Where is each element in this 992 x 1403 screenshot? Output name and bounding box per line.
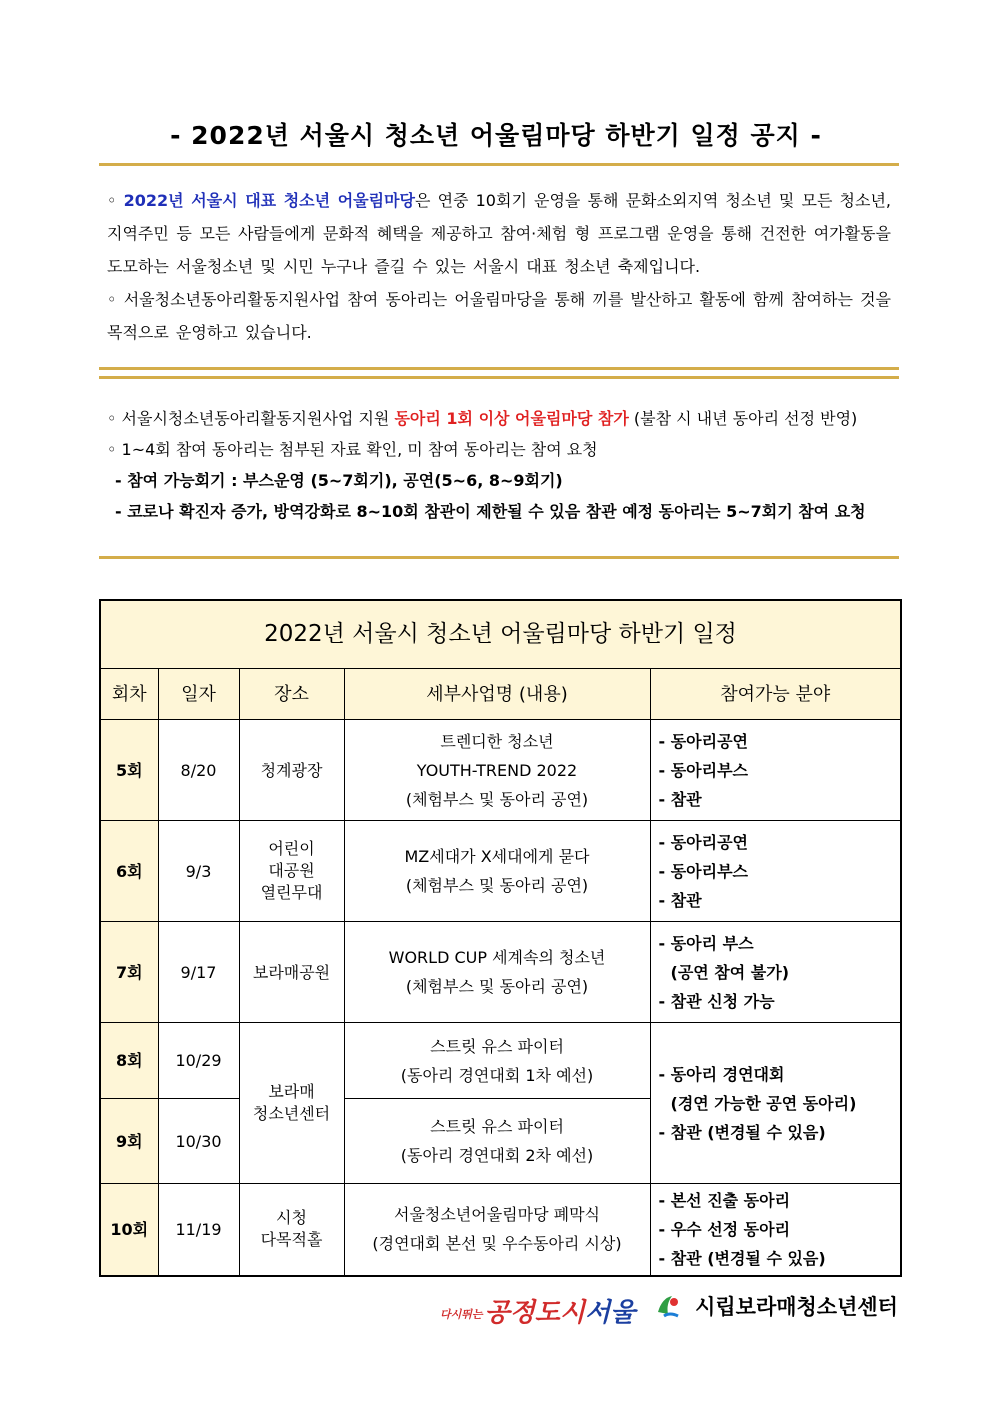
intro-text-1: 은 연중 10회기 운영을 통해 문화소외지역 청소년 및 모든 청소년, 지역주민 등 모든 사람들에게 문화적 혜택을 제공하고 참여·체험 형 프로그램 운영을 통해 건전한 여가활동을 도모하는 서울청소년 및 시민 누구나 즐길 수 있는 서울시 대표 청소년 축제입니다. xyxy=(107,191,892,276)
divider-top xyxy=(99,163,899,166)
notice-line-3: - 참여 가능회기 : 부스운영 (5~7회기), 공연(5~6, 8~9회기) xyxy=(115,471,563,490)
table-row xyxy=(100,720,901,821)
row-date: 8/20 xyxy=(158,720,239,821)
center-name: 시립보라매청소년센터 xyxy=(695,1295,898,1319)
notice-highlight: 동아리 1회 이상 어울림마당 참가 xyxy=(394,409,629,428)
row-content: MZ세대가 X세대에게 묻다 (체험부스 및 동아리 공연) xyxy=(344,821,650,922)
row-round: 8회 xyxy=(100,1023,158,1099)
header-date: 일자 xyxy=(158,669,239,720)
row-place: 청계광장 xyxy=(239,720,344,821)
row-place: 보라매 청소년센터 xyxy=(239,1023,344,1184)
row-participation: - 본선 진출 동아리 - 우수 선정 동아리 - 참관 (변경될 수 있음) xyxy=(650,1184,901,1276)
table-row xyxy=(100,1184,901,1276)
row-content: 트렌디한 청소년 YOUTH-TREND 2022 (체험부스 및 동아리 공연) xyxy=(344,720,650,821)
page-title: - 2022년 서울시 청소년 어울림마당 하반기 일정 공지 - xyxy=(170,121,822,150)
table-row xyxy=(100,922,901,1023)
row-content: WORLD CUP 세계속의 청소년 (체험부스 및 동아리 공연) xyxy=(344,922,650,1023)
bullet-icon: ◦ xyxy=(107,440,117,459)
seoul-slogan-logo: 다시뛰는공정도시서울 xyxy=(440,1298,636,1328)
bullet-icon: ◦ xyxy=(107,409,117,428)
row-participation: - 동아리공연 - 동아리부스 - 참관 xyxy=(650,720,901,821)
row-participation: - 동아리 경연대회 (경연 가능한 공연 동아리) - 참관 (변경될 수 있음) xyxy=(650,1023,901,1184)
footer-logos xyxy=(440,1288,900,1328)
row-date: 10/29 xyxy=(158,1023,239,1099)
divider-double-1 xyxy=(99,367,899,370)
header-participation: 참여가능 분야 xyxy=(650,669,901,720)
header-place: 장소 xyxy=(239,669,344,720)
row-date: 9/17 xyxy=(158,922,239,1023)
intro-item-2 xyxy=(107,283,891,349)
table-caption: 2022년 서울시 청소년 어울림마당 하반기 일정 xyxy=(100,600,901,669)
header-content: 세부사업명 (내용) xyxy=(344,669,650,720)
row-date: 11/19 xyxy=(158,1184,239,1276)
row-participation: - 동아리 부스 (공연 참여 불가) - 참관 신청 가능 xyxy=(650,922,901,1023)
intro-item-1 xyxy=(107,184,891,283)
row-place: 어린이 대공원 열린무대 xyxy=(239,821,344,922)
table-header-row xyxy=(100,669,901,720)
bullet-icon: ◦ xyxy=(107,290,117,309)
row-round: 6회 xyxy=(100,821,158,922)
table-row xyxy=(100,821,901,922)
row-participation: - 동아리공연 - 동아리부스 - 참관 xyxy=(650,821,901,922)
row-content: 스트릿 유스 파이터 (동아리 경연대회 1차 예선) xyxy=(344,1023,650,1099)
row-date: 10/30 xyxy=(158,1099,239,1184)
row-content: 서울청소년어울림마당 폐막식 (경연대회 본선 및 우수동아리 시상) xyxy=(344,1184,650,1276)
divider-bottom xyxy=(99,556,899,559)
intro-text-2: 서울청소년동아리활동지원사업 참여 동아리는 어울림마당을 통해 끼를 발산하고 활동에 함께 참여하는 것을 목적으로 운영하고 있습니다. xyxy=(107,290,891,342)
table-row xyxy=(100,1023,901,1099)
notice-line-4: - 코로나 확진자 증가, 방역강화로 8~10회 참관이 제한될 수 있음 참관 예정 동아리는 5~7회기 참여 요청 xyxy=(115,502,866,521)
row-round: 7회 xyxy=(100,922,158,1023)
intro-highlight: 2022년 서울시 대표 청소년 어울림마당 xyxy=(123,191,415,210)
schedule-table xyxy=(99,599,902,1277)
row-date: 9/3 xyxy=(158,821,239,922)
row-round: 5회 xyxy=(100,720,158,821)
notice-block xyxy=(107,403,897,527)
divider-double-2 xyxy=(99,376,899,379)
row-place: 시청 다목적홀 xyxy=(239,1184,344,1276)
row-round: 9회 xyxy=(100,1099,158,1184)
bullet-icon: ◦ xyxy=(107,191,117,210)
row-round: 10회 xyxy=(100,1184,158,1276)
row-place: 보라매공원 xyxy=(239,922,344,1023)
center-logo xyxy=(652,1290,898,1322)
header-round: 회차 xyxy=(100,669,158,720)
row-content: 스트릿 유스 파이터 (동아리 경연대회 2차 예선) xyxy=(344,1099,650,1184)
center-emblem-icon xyxy=(652,1290,684,1322)
notice-line-1: ◦ 서울시청소년동아리활동지원사업 지원 동아리 1회 이상 어울림마당 참가 (불참 시 내년 동아리 선정 반영) xyxy=(107,409,858,428)
notice-line-2: ◦ 1~4회 참여 동아리는 첨부된 자료 확인, 미 참여 동아리는 참여 요청 xyxy=(107,440,598,459)
intro-paragraph xyxy=(107,184,891,349)
